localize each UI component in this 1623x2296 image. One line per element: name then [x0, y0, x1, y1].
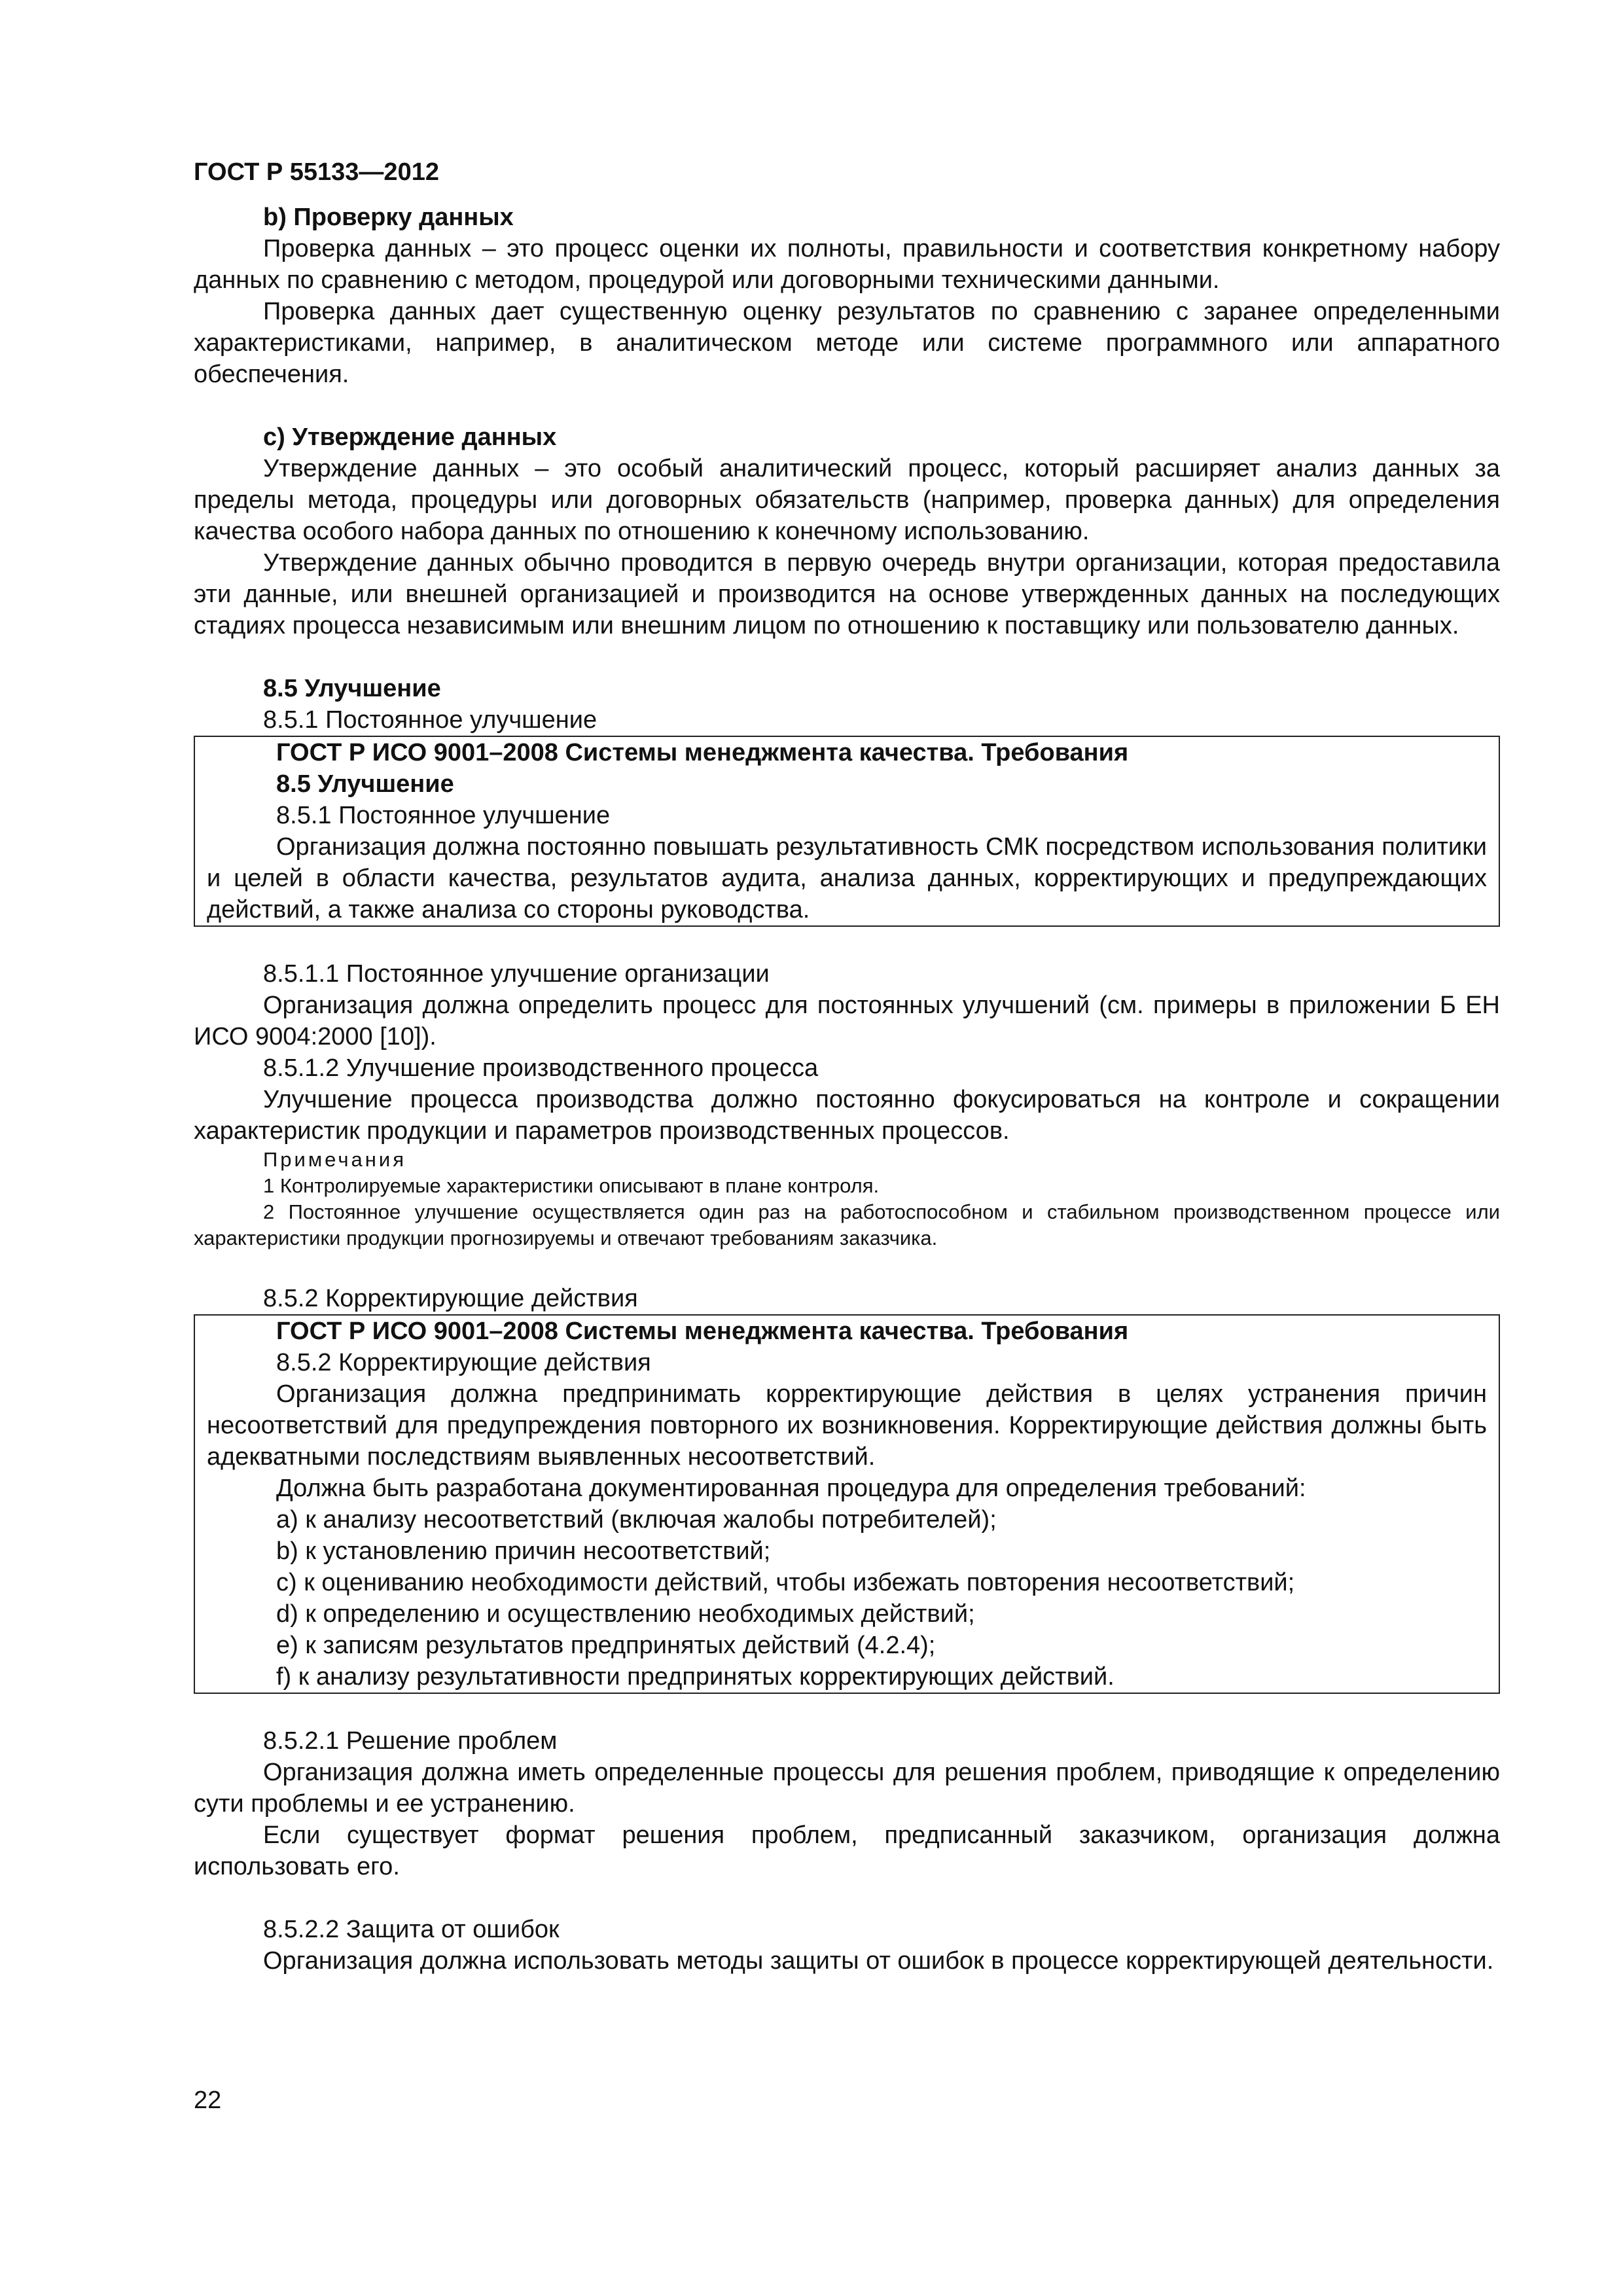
iso-quote-box-8-5	[194, 736, 1500, 927]
iso-quote-text: Организация должна постоянно повышать результативность СМК посредством использования политики и целей в области качества, результатов аудита, анализа данных, корректирующих и предупреждающих действий, а также анализа со стороны руководства.	[207, 833, 1487, 924]
iso-quote-title: ГОСТ Р ИСО 9001–2008 Системы менеджмента качества. Требования	[276, 1318, 1129, 1345]
notes-title: Примечания	[263, 1148, 406, 1171]
section-8-5-1-2-text: Улучшение процесса производства должно постоянно фокусироваться на контроле и сокращении характеристик продукции и параметров производственных процессов.	[194, 1086, 1500, 1145]
section-8-5-2-2	[194, 1914, 1500, 1977]
section-8-5-2-2-heading: 8.5.2.2 Защита от ошибок	[263, 1916, 560, 1943]
list-item: c) к оцениванию необходимости действий, чтобы избежать повторения несоответствий;	[276, 1569, 1295, 1596]
section-8-5-1-subheading: 8.5.1 Постоянное улучшение	[263, 706, 597, 734]
iso-quote-title: ГОСТ Р ИСО 9001–2008 Системы менеджмента качества. Требования	[276, 739, 1129, 766]
section-8-5-2-1-heading: 8.5.2.1 Решение проблем	[263, 1727, 558, 1755]
section-8-5-2-heading: 8.5.2 Корректирующие действия	[263, 1285, 638, 1312]
iso-quote-subheading: 8.5.1 Постоянное улучшение	[276, 802, 611, 829]
section-8-5-heading: 8.5 Улучшение	[263, 675, 441, 702]
list-item: e) к записям результатов предпринятых действий (4.2.4);	[276, 1632, 936, 1659]
list-item: f) к анализу результативности предпринятых корректирующих действий.	[276, 1663, 1115, 1691]
iso-quote-subheading: 8.5.2 Корректирующие действия	[276, 1349, 651, 1376]
section-8-5-1-2-heading: 8.5.1.2 Улучшение производственного процесса	[263, 1054, 819, 1082]
section-8-5-1-1	[194, 958, 1500, 1052]
list-item: d) к определению и осуществлению необходимых действий;	[276, 1600, 975, 1628]
section-c-paragraph-1: Утверждение данных – это особый аналитический процесс, который расширяет анализ данных за пределы метода, процедуры или договорных обязательств (например, проверка данных) для определения качества особого набора данных по отношению к конечному использованию.	[194, 455, 1500, 545]
note-2: 2 Постоянное улучшение осуществляется один раз на работоспособном и стабильном производственном процессе или характеристики продукции прогнозируемы и отвечают требованиям заказчика.	[194, 1200, 1500, 1249]
section-c-heading: c) Утверждение данных	[263, 423, 557, 451]
section-8-5-2-1-paragraph-1: Организация должна иметь определенные процессы для решения проблем, приводящие к определению сути проблемы и ее устранению.	[194, 1759, 1500, 1818]
section-8-5-1-1-heading: 8.5.1.1 Постоянное улучшение организации	[263, 960, 770, 988]
section-8-5-2	[194, 1283, 1500, 1694]
section-8-5-1-1-text: Организация должна определить процесс для постоянных улучшений (см. примеры в приложении Б ЕН ИСО 9004:2000 [10]).	[194, 992, 1500, 1050]
document-page	[194, 157, 1500, 1977]
section-b-paragraph-2: Проверка данных дает существенную оценку результатов по сравнению с заранее определенными характеристиками, например, в аналитическом методе или системе программного или аппаратного обеспечения.	[194, 298, 1500, 388]
section-b-heading: b) Проверку данных	[263, 204, 514, 231]
section-8-5-2-1	[194, 1725, 1500, 1882]
standard-header: ГОСТ Р 55133—2012	[194, 158, 439, 186]
section-8-5-2-2-text: Организация должна использовать методы защиты от ошибок в процессе корректирующей деятельности.	[263, 1947, 1494, 1975]
note-1: 1 Контролируемые характеристики описывают в плане контроля.	[263, 1174, 880, 1197]
section-8-5	[194, 673, 1500, 927]
section-c	[194, 422, 1500, 641]
section-8-5-2-1-paragraph-2: Если существует формат решения проблем, предписанный заказчиком, организация должна использовать его.	[194, 1821, 1500, 1880]
section-c-paragraph-2: Утверждение данных обычно проводится в первую очередь внутри организации, которая предоставила эти данные, или внешней организацией и производится на основе утвержденных данных на последующих стадиях процесса независимым или внешним лицом по отношению к поставщику или пользователю данных.	[194, 549, 1500, 639]
iso-quote-heading: 8.5 Улучшение	[276, 770, 454, 798]
iso-quote-paragraph-1: Организация должна предпринимать корректирующие действия в целях устранения причин несоответствий для предупреждения повторного их возникновения. Корректирующие действия должны быть адекватными последствиям выявленных несоответствий.	[207, 1380, 1487, 1471]
list-item: а) к анализу несоответствий (включая жалобы потребителей);	[276, 1506, 997, 1534]
iso-quote-paragraph-2: Должна быть разработана документированная процедура для определения требований:	[276, 1475, 1306, 1502]
section-b-paragraph-1: Проверка данных – это процесс оценки их полноты, правильности и соответствия конкретному набору данных по сравнению с методом, процедурой или договорными техническими данными.	[194, 235, 1500, 294]
list-item: b) к установлению причин несоответствий;	[276, 1537, 771, 1565]
page-number: 22	[194, 2087, 222, 2114]
iso-quote-box-8-5-2	[194, 1314, 1500, 1694]
section-b	[194, 202, 1500, 390]
section-8-5-1-2	[194, 1052, 1500, 1251]
